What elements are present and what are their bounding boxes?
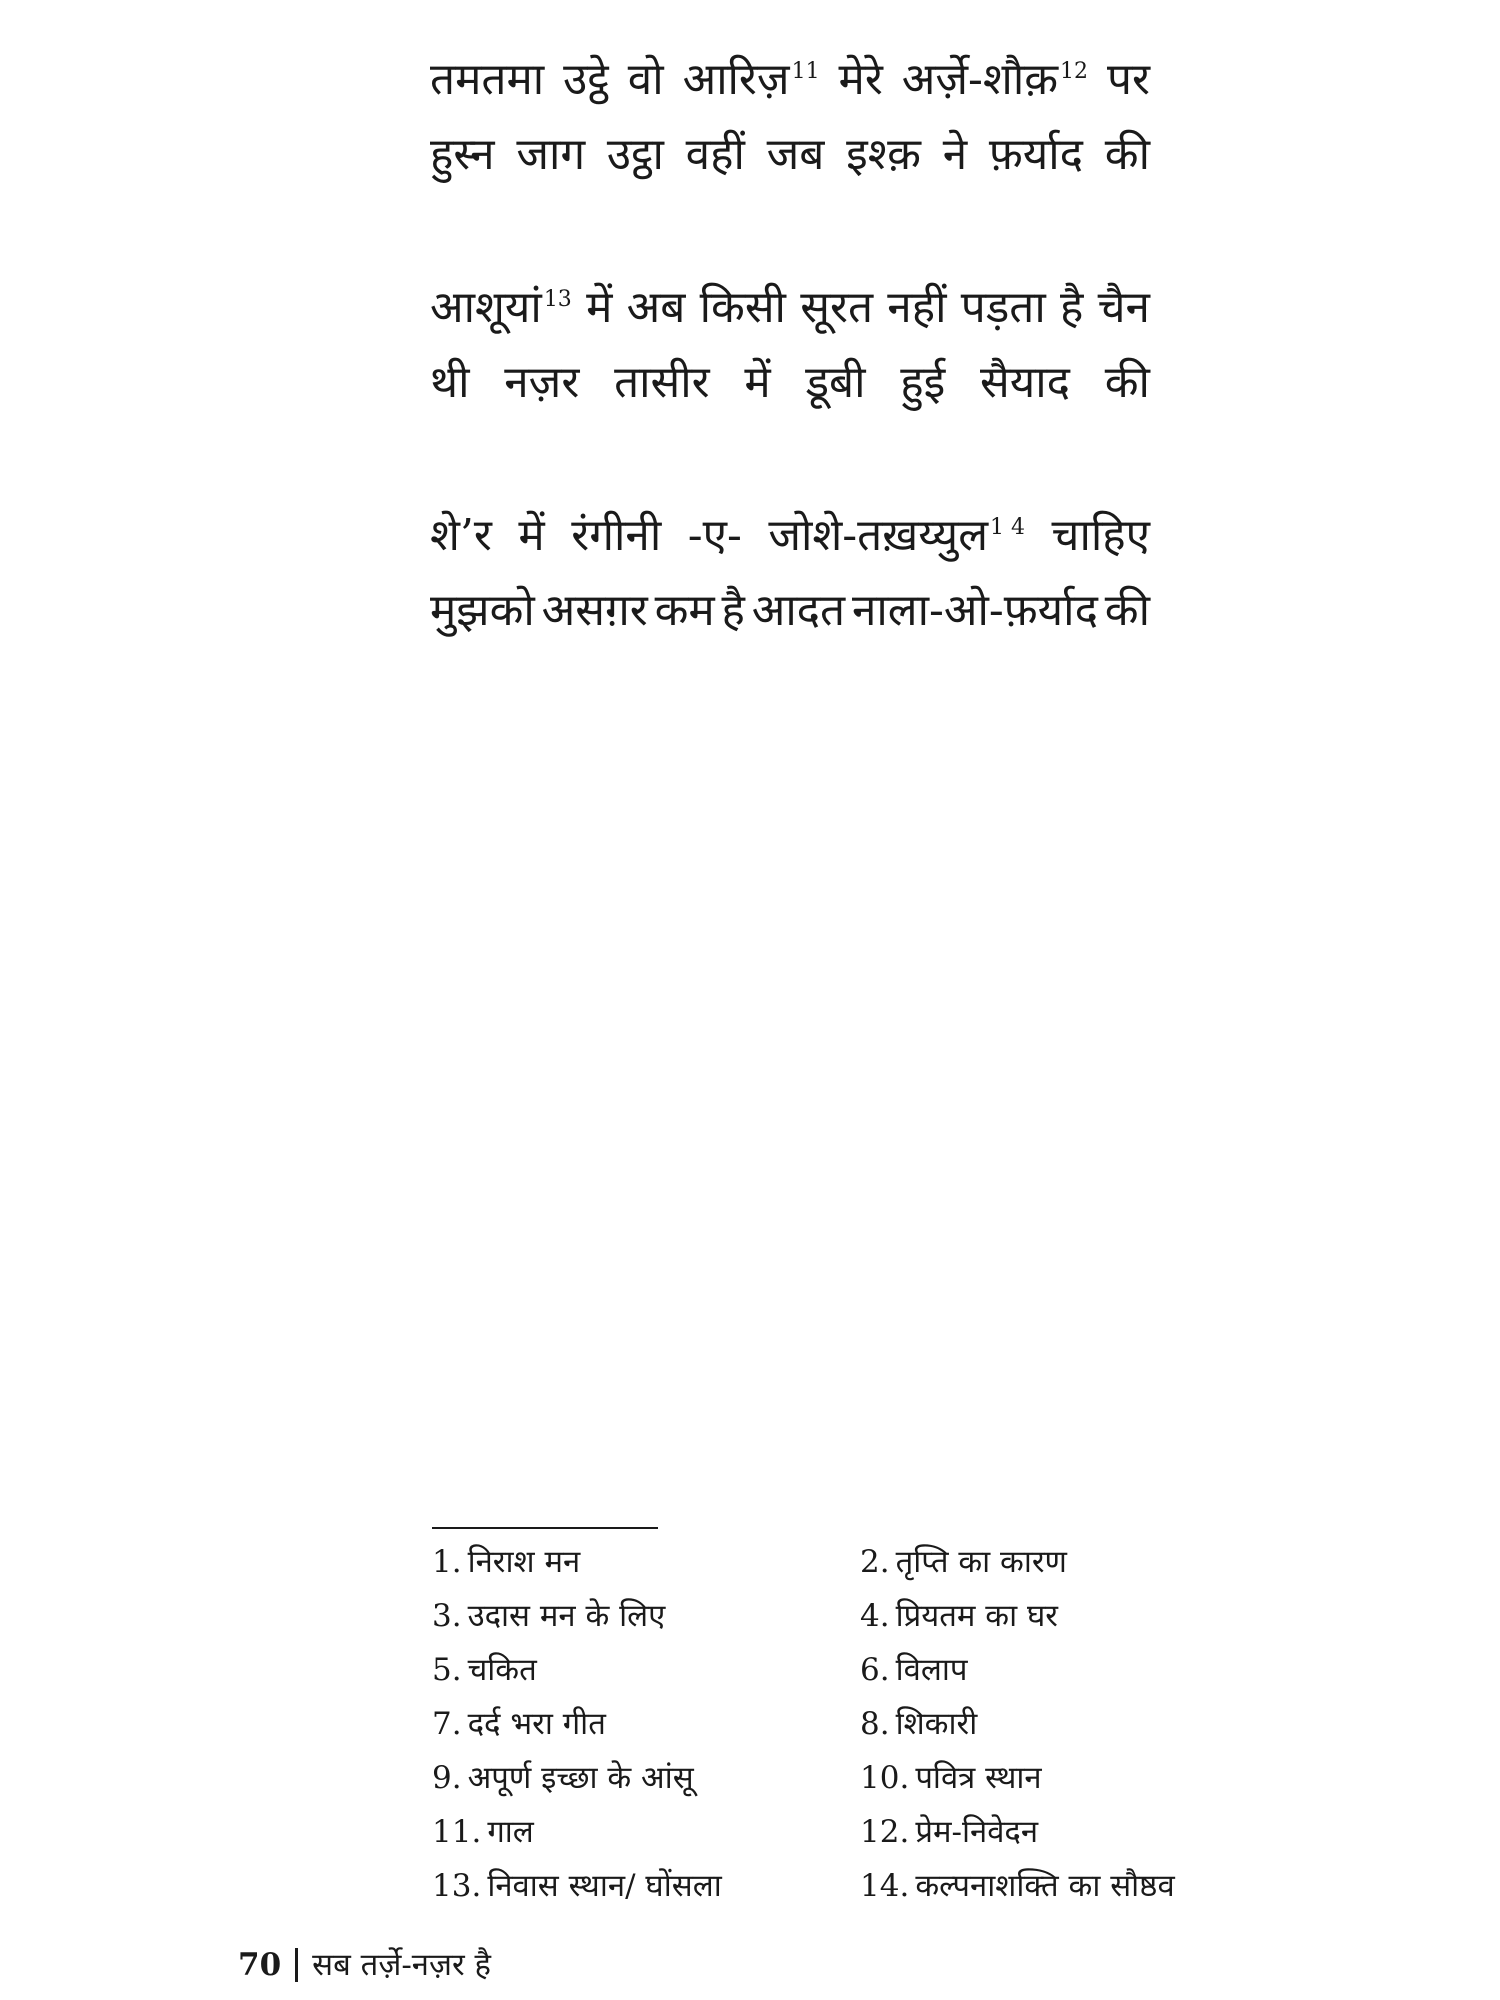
footnote-text: गाल [487,1814,534,1850]
footnote-item [432,1589,860,1643]
poem-word: जब [766,129,825,180]
footnote-item [432,1751,860,1805]
footnote-separator-rule [432,1527,658,1529]
footnote-text: शिकारी [895,1706,978,1742]
poem-word: अर्ज़े-शौक़$^{12}$ [901,54,1089,105]
footnote-item [432,1535,860,1589]
poem-word: हुई [900,357,946,408]
poem-word: थी [430,357,470,408]
footnote-number: 12. [860,1814,910,1850]
poem-word: रंगीनी [571,510,662,561]
poem-word: असग़र [541,585,648,636]
poem-word: की [1104,357,1150,408]
footnote-item [432,1859,860,1913]
poem-word: उट्ठा [606,129,664,180]
poem-word: तमतमा [430,54,545,105]
poem-word: है [1059,282,1084,333]
couplet [430,50,1150,200]
poem-word: की [1104,585,1150,636]
footnote-text: प्रियतम का घर [895,1598,1058,1634]
footnote-number: 1. [432,1544,462,1580]
footnote-item [860,1697,1212,1751]
poem-word: में [518,510,545,561]
poem-line [430,125,1150,200]
poem-line [430,353,1150,428]
poem-word: मुझको [430,585,535,636]
poem-word: में [744,357,771,408]
footnote-number: 2. [860,1544,890,1580]
poem-word: वहीं [685,129,745,180]
footnote-text: उदास मन के लिए [467,1598,666,1634]
footnote-number: 3. [432,1598,462,1634]
poem-word: है [721,585,745,636]
footnote-item [860,1859,1212,1913]
poem-word: नहीं [887,282,947,333]
footnote-number: 5. [432,1652,462,1688]
footnote-number: 11. [432,1814,482,1850]
poem-word: में [586,282,613,333]
poem-word: -ए- [687,510,742,561]
footnote-text: पवित्र स्थान [915,1760,1042,1796]
poem-line [430,50,1150,125]
footnote-item [860,1535,1212,1589]
footnote-text: दर्द भरा गीत [467,1706,606,1742]
poem-word: आदत [751,585,846,636]
footnote-text: निराश मन [467,1544,581,1580]
footnote-number: 6. [860,1652,890,1688]
footnote-text: निवास स्थान/ घोंसला [487,1868,722,1904]
poem-word: शे’र [430,510,492,561]
footnote-number: 10. [860,1760,910,1796]
footnote-item [432,1643,860,1697]
poem-word: चैन [1097,282,1150,333]
footnote-number: 14. [860,1868,910,1904]
page-number: 70 [238,1947,282,1983]
footnote-item [432,1805,860,1859]
footnote-number: 13. [432,1868,482,1904]
poem-word: जोशे-तख़य्युल$^{1 4}$ [768,510,1026,561]
footnote-marker: 11 [791,59,820,85]
footnote-number: 4. [860,1598,890,1634]
footnote-item [860,1643,1212,1697]
footnotes-list [432,1535,1212,1913]
book-title: सब तर्ज़े-नज़र है [312,1947,491,1983]
footnote-text: चकित [467,1652,537,1688]
poem-word: नाला-ओ-फ़र्याद [851,585,1098,636]
couplet [430,506,1150,656]
poem-word: सैयाद [979,357,1070,408]
poem-word: सूरत [800,282,874,333]
poem-line [430,278,1150,353]
page-footer [238,1945,491,1985]
footnote-number: 7. [432,1706,462,1742]
footnote-text: विलाप [895,1652,968,1688]
footnote-text: प्रेम-निवेदन [915,1814,1039,1850]
poem-word: चाहिए [1051,510,1150,561]
poem-word: इश्क़ [846,129,921,180]
footer-divider [295,1948,298,1982]
poem-line [430,506,1150,581]
footnote-number: 8. [860,1706,890,1742]
footnote-number: 9. [432,1760,462,1796]
couplet [430,278,1150,428]
poem-word: कम [654,585,715,636]
poem-word: तासीर [614,357,710,408]
poem-word: आशूयां$^{13}$ [430,282,572,333]
footnote-item [860,1751,1212,1805]
poem-word: पर [1107,54,1150,105]
poem-word: किसी [699,282,786,333]
poem-word: वो [627,54,664,105]
footnote-marker: 13 [543,287,572,313]
poem-word: नज़र [504,357,580,408]
poem-word: जाग [516,129,586,180]
poem-word: पड़ता [960,282,1046,333]
footnote-marker: 1 4 [990,515,1026,541]
footnote-marker: 12 [1060,59,1089,85]
poem-word: आरिज़$^{11}$ [682,54,820,105]
poem-word: की [1104,129,1150,180]
poem-word: हुस्न [430,129,495,180]
footnote-item [860,1805,1212,1859]
poem-word: डूबी [805,357,866,408]
poem-line [430,581,1150,656]
poem-word: ने [942,129,968,180]
footnote-item [432,1697,860,1751]
footnote-text: अपूर्ण इच्छा के आंसू [467,1760,694,1796]
footnote-item [860,1589,1212,1643]
poem-word: अब [626,282,686,333]
poem-block [430,50,1150,734]
footnote-text: तृप्ति का कारण [895,1544,1067,1580]
poem-word: मेरे [838,54,883,105]
poem-word: उट्ठे [563,54,609,105]
footnote-text: कल्पनाशक्ति का सौष्ठव [915,1868,1175,1904]
poem-word: फ़र्याद [988,129,1084,180]
